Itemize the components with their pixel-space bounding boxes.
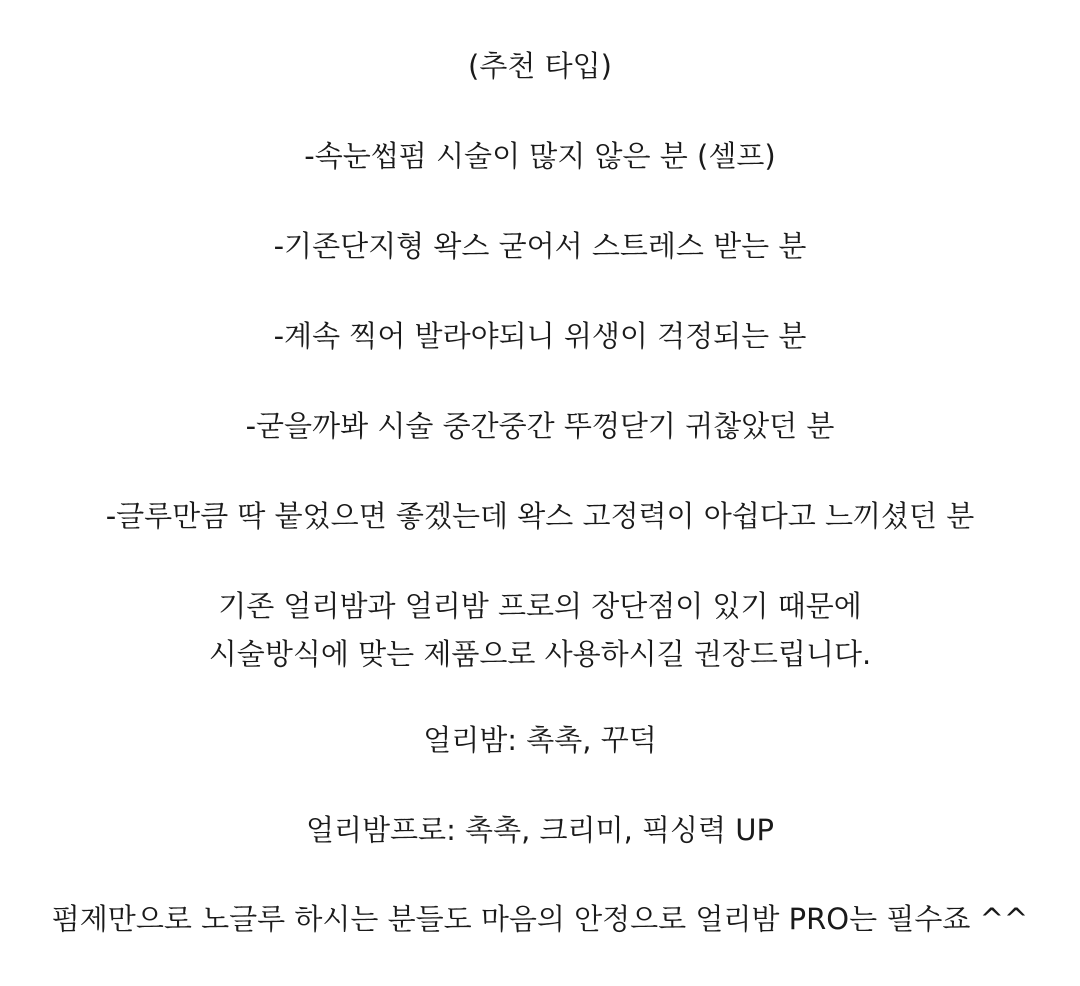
bullet-item: -글루만큼 딱 붙었으면 좋겠는데 왁스 고정력이 아쉽다고 느끼셨던 분: [105, 499, 975, 533]
bullet-item: -속눈썹펌 시술이 많지 않은 분 (셀프): [304, 139, 776, 173]
recommendation-line: 시술방식에 맞는 제품으로 사용하시길 권장드립니다.: [208, 637, 872, 671]
recommend-heading: (추천 타입): [468, 49, 612, 83]
recommendation-line: 기존 얼리밤과 얼리밤 프로의 장단점이 있기 때문에: [218, 589, 862, 623]
product-note: 얼리밤: 촉촉, 꾸덕: [423, 723, 657, 757]
bullet-item: -굳을까봐 시술 중간중간 뚜껑닫기 귀찮았던 분: [245, 409, 835, 443]
closing-text: 펌제만으로 노글루 하시는 분들도 마음의 안정으로 얼리밤 PRO는 필수죠 ^^: [51, 902, 1029, 936]
product-note: 얼리밤프로: 촉촉, 크리미, 픽싱력 UP: [306, 813, 774, 847]
bullet-item: -기존단지형 왁스 굳어서 스트레스 받는 분: [273, 229, 807, 263]
bullet-item: -계속 찍어 발라야되니 위생이 걱정되는 분: [273, 319, 807, 353]
